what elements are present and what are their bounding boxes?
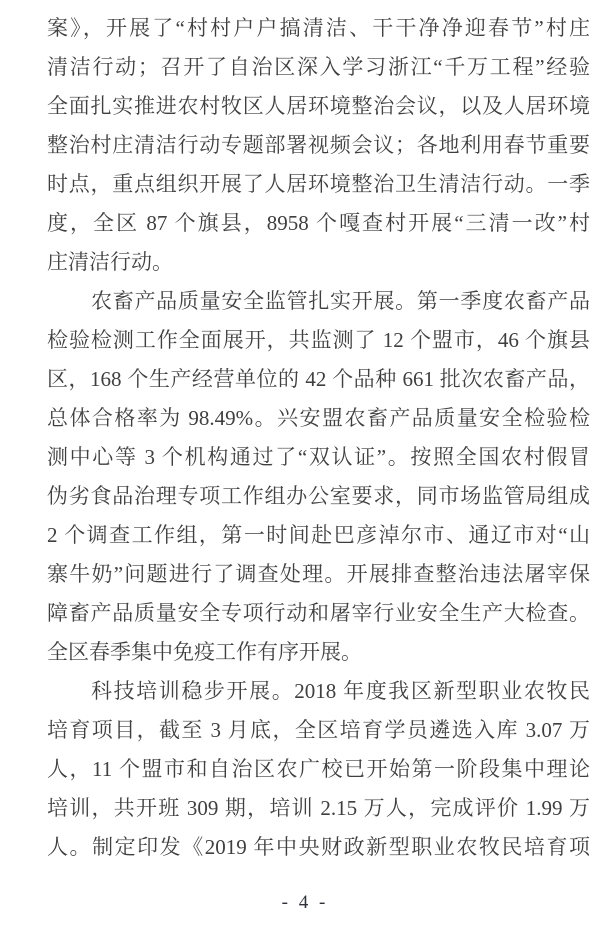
text-line: 度，全区 87 个旗县，8958 个嘎查村开展“三清一改”村 (47, 211, 590, 235)
text-line: 障畜产品质量安全专项行动和屠宰行业安全生产大检查。 (47, 601, 590, 625)
text-line: 人。制定印发《2019 年中央财政新型职业农牧民培育项 (47, 835, 590, 859)
text-line: 测中心等 3 个机构通过了“双认证”。按照全国农村假冒 (47, 445, 590, 469)
text-line: 培育项目，截至 3 月底，全区培育学员遴选入库 3.07 万 (47, 718, 590, 742)
document-text-block (47, 9, 590, 867)
text-line: 整治村庄清洁行动专题部署视频会议；各地利用春节重要 (47, 133, 590, 157)
text-line: 案》，开展了“村村户户搞清洁、干干净净迎春节”村庄 (47, 16, 590, 40)
text-line: 清洁行动；召开了自治区深入学习浙江“千万工程”经验 (47, 55, 590, 79)
text-line: 伪劣食品治理专项工作组办公室要求，同市场监管局组成 (47, 484, 590, 508)
text-line: 全面扎实推进农村牧区人居环境整治会议，以及人居环境 (47, 94, 590, 118)
text-line: 2 个调查工作组，第一时间赴巴彦淖尔市、通辽市对“山 (47, 523, 590, 547)
text-line: 总体合格率为 98.49%。兴安盟农畜产品质量安全检验检 (47, 406, 590, 430)
text-line: 全区春季集中免疫工作有序开展。 (47, 640, 362, 664)
text-line: 农畜产品质量安全监管扎实开展。第一季度农畜产品 (91, 289, 590, 313)
text-line: 寨牛奶”问题进行了调查处理。开展排查整治违法屠宰保 (47, 562, 590, 586)
text-line: 科技培训稳步开展。2018 年度我区新型职业农牧民 (91, 679, 590, 703)
text-line: 庄清洁行动。 (47, 250, 173, 274)
page-number: - 4 - (281, 892, 329, 913)
text-line: 时点，重点组织开展了人居环境整治卫生清洁行动。一季 (47, 172, 590, 196)
text-line: 人，11 个盟市和自治区农广校已开始第一阶段集中理论 (47, 757, 590, 781)
text-line: 区，168 个生产经营单位的 42 个品种 661 批次农畜产品， (47, 367, 590, 391)
text-line: 检验检测工作全面展开，共监测了 12 个盟市，46 个旗县 (47, 328, 590, 352)
text-line: 培训，共开班 309 期，培训 2.15 万人，完成评价 1.99 万 (47, 796, 590, 820)
